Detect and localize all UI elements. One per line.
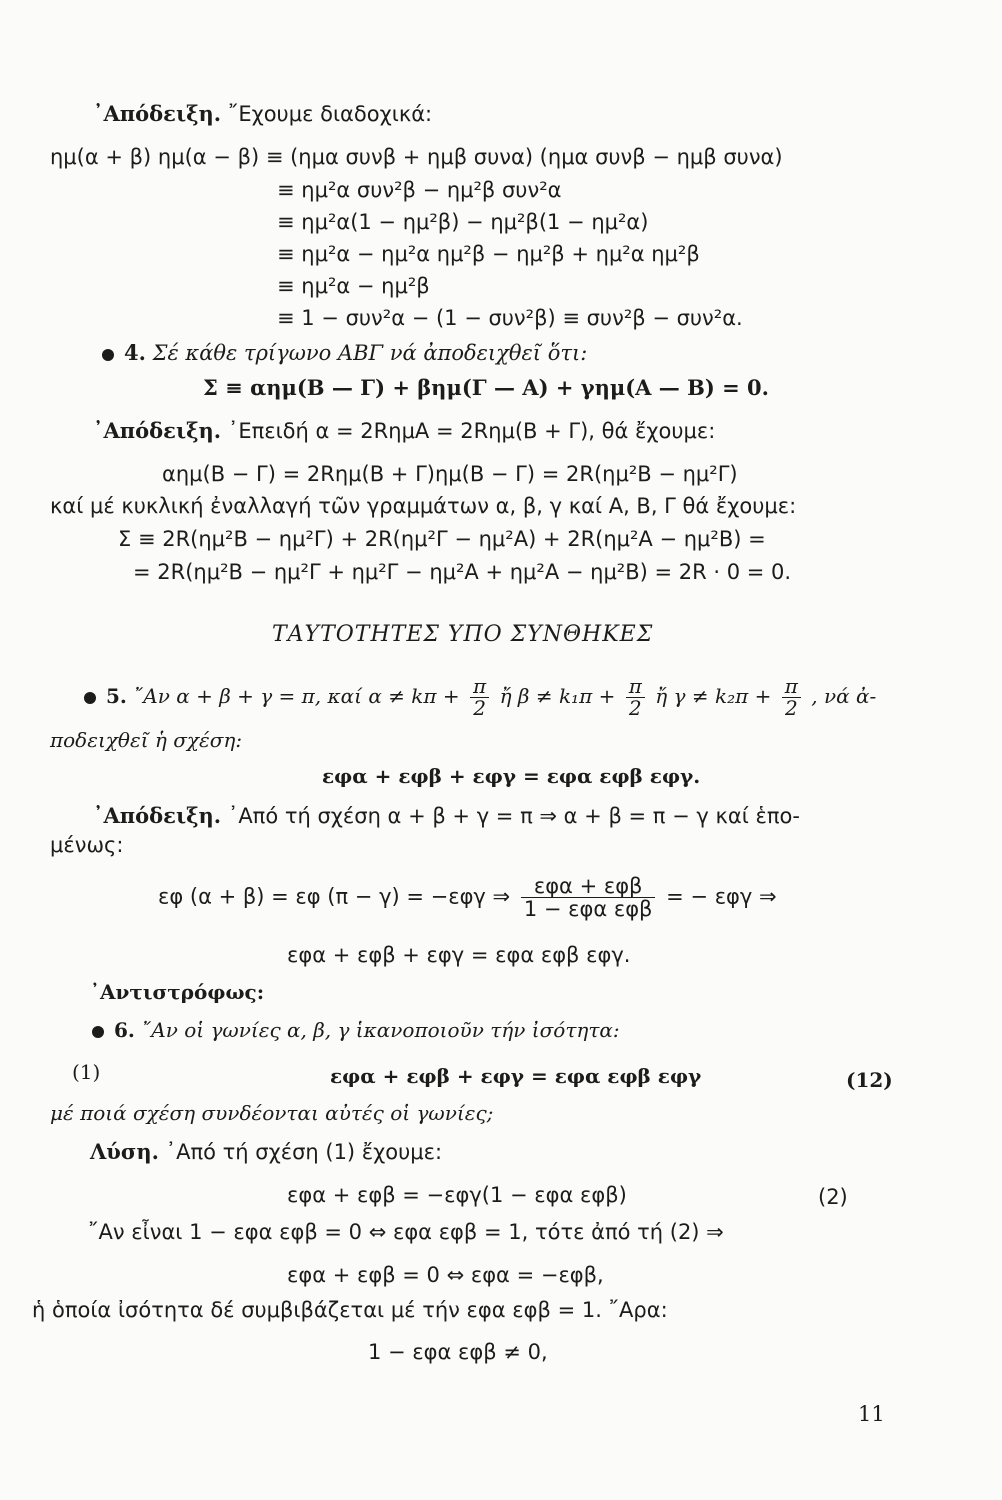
equation-label: (1) xyxy=(72,1060,101,1084)
proof-intro: ῎Εχουμε διαδοχικά: xyxy=(227,102,433,126)
fraction-pi-over-2: $\frac{\pi}{2}$ xyxy=(782,676,801,719)
solution-line-if: ῎Αν εἶναι 1 − εφα εφβ = 0 ⇔ εφα εφβ = 1, τότε ἀπό τή (2) ⇒ xyxy=(88,1220,724,1244)
exercise-5-equation xyxy=(158,875,777,920)
solution-line-which: ἡ ὁποία ἰσότητα δέ συμβιβάζεται μέ τήν εφα εφβ = 1. ῎Αρα: xyxy=(32,1298,668,1322)
exercise-text-3: ἤ γ ≠ k₂π + xyxy=(655,684,772,708)
exercise-number: 4. xyxy=(124,340,146,365)
exercise-4-line-1: αημ(Β − Γ) = 2Rημ(Β + Γ)ημ(Β − Γ) = 2R(ημ²Β − ημ²Γ) xyxy=(162,462,738,486)
exercise-5-formula: εφα + εφβ + εφγ = εφα εφβ εφγ. xyxy=(322,764,701,788)
exercise-text: Σέ κάθε τρίγωνο ΑΒΓ νά ἀποδειχθεῖ ὅτι: xyxy=(152,341,588,365)
proof-heading: ᾿Απόδειξη. xyxy=(93,101,222,126)
identity-line-4: ≡ ημ²α − ημ²α ημ²β − ημ²β + ημ²α ημ²β xyxy=(277,242,700,266)
exercise-4-formula: Σ ≡ αημ(Β — Γ) + βημ(Γ — Α) + γημ(Α — Β) = 0. xyxy=(203,375,769,400)
equation-fraction: $\frac{\text{εφα + εφβ}}{\text{1 − εφα εφβ}}$ xyxy=(521,875,656,920)
fraction-pi-over-2: $\frac{\pi}{2}$ xyxy=(470,676,489,719)
equation-left: εφ (α + β) = εφ (π − γ) = −εφγ ⇒ xyxy=(158,884,511,909)
exercise-6-statement xyxy=(92,1020,620,1040)
exercise-5-proof-2: μένως: xyxy=(50,833,124,857)
identity-line-5: ≡ ημ²α − ημ²β xyxy=(277,274,430,298)
fraction-pi-over-2: $\frac{\pi}{2}$ xyxy=(626,676,645,719)
solution-equation-number: (2) xyxy=(818,1185,848,1209)
converse-heading: ᾿Αντιστρόφως: xyxy=(90,980,265,1004)
solution-line-final: 1 − εφα εφβ ≠ 0, xyxy=(368,1340,548,1364)
proof-text: ᾿Από τή σχέση α + β + γ = π ⇒ α + β = π − γ καί ἑπο- xyxy=(227,804,800,828)
solution-heading: Λύση. xyxy=(90,1139,159,1164)
solution-text: ᾿Από τή σχέση (1) ἔχουμε: xyxy=(165,1140,443,1164)
exercise-text-4: , νά ἀ- xyxy=(811,684,877,708)
identity-line-3: ≡ ημ²α(1 − ημ²β) − ημ²β(1 − ημ²α) xyxy=(277,210,649,234)
exercise-4-line-2: καί μέ κυκλική ἐναλλαγή τῶν γραμμάτων α, β, γ καί Α, Β, Γ θά ἔχουμε: xyxy=(50,494,797,518)
identity-line-1: ημ(α + β) ημ(α − β) ≡ (ημα συνβ + ημβ συνα) (ημα συνβ − ημβ συνα) xyxy=(50,145,783,169)
exercise-number: 6. xyxy=(114,1018,135,1042)
page-number: 11 xyxy=(858,1402,885,1426)
formula-number: (12) xyxy=(846,1068,893,1092)
identity-line-2: ≡ ημ²α συν²β − ημ²β συν²α xyxy=(277,178,562,202)
exercise-5-line-2: ποδειχθεῖ ἡ σχέση: xyxy=(50,728,243,752)
proof-heading: ᾿Απόδειξη. xyxy=(93,418,222,443)
bullet-icon xyxy=(84,692,96,704)
solution-equation: εφα + εφβ = −εφγ(1 − εφα εφβ) xyxy=(287,1183,627,1207)
exercise-4-proof-intro xyxy=(93,420,715,442)
proof-text: ᾿Επειδή α = 2RημΑ = 2Rημ(Β + Γ), θά ἔχουμε: xyxy=(227,419,716,443)
equation-right: = − εφγ ⇒ xyxy=(666,884,777,909)
solution-intro xyxy=(90,1141,442,1163)
exercise-number: 5. xyxy=(106,684,127,708)
identity-line-6: ≡ 1 − συν²α − (1 − συν²β) ≡ συν²β − συν²α. xyxy=(277,306,743,330)
exercise-6-question: μέ ποιά σχέση συνδέονται αὐτές οἱ γωνίες; xyxy=(50,1101,494,1125)
exercise-5-final: εφα + εφβ + εφγ = εφα εφβ εφγ. xyxy=(287,943,631,967)
exercise-5-proof xyxy=(93,805,800,827)
exercise-text-1: ῎Αν α + β + γ = π, καί α ≠ kπ + xyxy=(133,684,460,708)
exercise-text-2: ἤ β ≠ k₁π + xyxy=(499,684,616,708)
exercise-4-line-3: Σ ≡ 2R(ημ²Β − ημ²Γ) + 2R(ημ²Γ − ημ²Α) + 2R(ημ²Α − ημ²Β) = xyxy=(118,527,766,551)
section-title: ΤΑΥΤΟΤΗΤΕΣ ΥΠΟ ΣΥΝΘΗΚΕΣ xyxy=(272,622,654,647)
bullet-icon xyxy=(102,349,114,361)
exercise-4-line-4: = 2R(ημ²Β − ημ²Γ + ημ²Γ − ημ²Α + ημ²Α − ημ²Β) = 2R · 0 = 0. xyxy=(133,560,792,584)
proof3-line xyxy=(93,103,432,125)
exercise-5-statement xyxy=(84,676,876,719)
exercise-4-statement xyxy=(102,342,587,364)
exercise-text: ῎Αν οἱ γωνίες α, β, γ ἱκανοποιοῦν τήν ἰσότητα: xyxy=(141,1018,620,1042)
proof-heading: ᾿Απόδειξη. xyxy=(93,803,222,828)
bullet-icon xyxy=(92,1026,104,1038)
exercise-6-formula: εφα + εφβ + εφγ = εφα εφβ εφγ xyxy=(330,1064,702,1088)
solution-line-then: εφα + εφβ = 0 ⇔ εφα = −εφβ, xyxy=(287,1263,604,1287)
